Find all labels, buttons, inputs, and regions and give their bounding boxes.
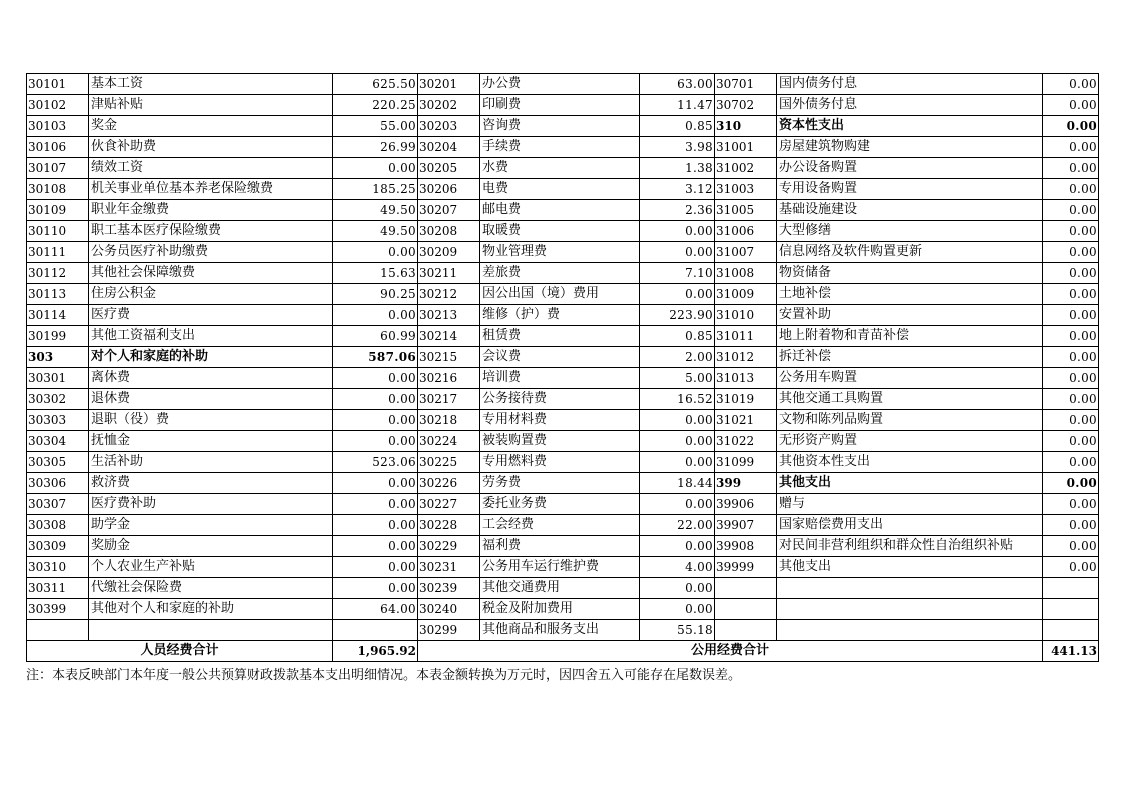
account-code-cell: 303 bbox=[27, 347, 89, 368]
amount-cell: 16.52 bbox=[640, 389, 715, 410]
amount-cell: 3.12 bbox=[640, 179, 715, 200]
account-name-cell: 机关事业单位基本养老保险缴费 bbox=[89, 179, 333, 200]
amount-cell: 0.00 bbox=[1043, 179, 1099, 200]
amount-cell: 0.00 bbox=[640, 410, 715, 431]
account-name-cell: 公务接待费 bbox=[480, 389, 640, 410]
account-name-cell: 拆迁补偿 bbox=[777, 347, 1043, 368]
account-name-cell: 办公费 bbox=[480, 74, 640, 95]
amount-cell: 63.00 bbox=[640, 74, 715, 95]
account-name-cell: 培训费 bbox=[480, 368, 640, 389]
account-name-cell: 医疗费 bbox=[89, 305, 333, 326]
account-name-cell: 其他商品和服务支出 bbox=[480, 620, 640, 641]
amount-cell: 0.00 bbox=[1043, 242, 1099, 263]
account-name-cell: 伙食补助费 bbox=[89, 137, 333, 158]
account-code-cell: 31001 bbox=[715, 137, 777, 158]
account-name-cell: 房屋建筑物购建 bbox=[777, 137, 1043, 158]
account-code-cell: 30205 bbox=[418, 158, 480, 179]
table-row bbox=[27, 95, 1099, 116]
account-code-cell: 30231 bbox=[418, 557, 480, 578]
account-name-cell: 工会经费 bbox=[480, 515, 640, 536]
account-code-cell: 30102 bbox=[27, 95, 89, 116]
account-name-cell bbox=[777, 620, 1043, 641]
account-code-cell bbox=[27, 620, 89, 641]
amount-cell: 11.47 bbox=[640, 95, 715, 116]
account-name-cell: 离休费 bbox=[89, 368, 333, 389]
account-code-cell bbox=[715, 578, 777, 599]
amount-cell: 0.00 bbox=[1043, 305, 1099, 326]
amount-cell: 625.50 bbox=[333, 74, 418, 95]
account-name-cell: 印刷费 bbox=[480, 95, 640, 116]
amount-cell: 55.18 bbox=[640, 620, 715, 641]
account-name-cell: 大型修缮 bbox=[777, 221, 1043, 242]
account-code-cell: 31019 bbox=[715, 389, 777, 410]
amount-cell: 0.00 bbox=[1043, 515, 1099, 536]
table-row bbox=[27, 179, 1099, 200]
table-row bbox=[27, 578, 1099, 599]
amount-cell: 0.00 bbox=[640, 578, 715, 599]
account-code-cell: 30308 bbox=[27, 515, 89, 536]
amount-cell: 220.25 bbox=[333, 95, 418, 116]
account-code-cell: 31002 bbox=[715, 158, 777, 179]
amount-cell: 223.90 bbox=[640, 305, 715, 326]
account-code-cell: 31003 bbox=[715, 179, 777, 200]
account-name-cell: 基本工资 bbox=[89, 74, 333, 95]
table-row bbox=[27, 347, 1099, 368]
account-name-cell: 其他支出 bbox=[777, 473, 1043, 494]
account-name-cell: 因公出国（境）费用 bbox=[480, 284, 640, 305]
account-code-cell: 30199 bbox=[27, 326, 89, 347]
amount-cell: 0.00 bbox=[1043, 95, 1099, 116]
account-name-cell: 对民间非营利组织和群众性自治组织补贴 bbox=[777, 536, 1043, 557]
table-row bbox=[27, 494, 1099, 515]
account-name-cell: 其他支出 bbox=[777, 557, 1043, 578]
amount-cell: 0.00 bbox=[1043, 263, 1099, 284]
amount-cell: 0.00 bbox=[1043, 284, 1099, 305]
personnel-total-label: 人员经费合计 bbox=[27, 641, 333, 662]
amount-cell: 26.99 bbox=[333, 137, 418, 158]
amount-cell: 15.63 bbox=[333, 263, 418, 284]
account-code-cell bbox=[715, 599, 777, 620]
amount-cell: 0.00 bbox=[333, 389, 418, 410]
amount-cell: 22.00 bbox=[640, 515, 715, 536]
account-name-cell: 福利费 bbox=[480, 536, 640, 557]
account-code-cell: 31011 bbox=[715, 326, 777, 347]
amount-cell: 0.00 bbox=[1043, 137, 1099, 158]
account-name-cell: 奖金 bbox=[89, 116, 333, 137]
account-code-cell: 30101 bbox=[27, 74, 89, 95]
account-code-cell: 30309 bbox=[27, 536, 89, 557]
amount-cell: 1.38 bbox=[640, 158, 715, 179]
table-row bbox=[27, 326, 1099, 347]
account-name-cell: 被装购置费 bbox=[480, 431, 640, 452]
table-row bbox=[27, 620, 1099, 641]
account-code-cell: 30702 bbox=[715, 95, 777, 116]
footnote: 注：本表反映部门本年度一般公共预算财政拨款基本支出明细情况。本表金额转换为万元时，因四舍五入可能存在尾数误差。 bbox=[26, 668, 742, 683]
account-code-cell: 30209 bbox=[418, 242, 480, 263]
account-name-cell: 抚恤金 bbox=[89, 431, 333, 452]
account-name-cell: 租赁费 bbox=[480, 326, 640, 347]
account-name-cell: 劳务费 bbox=[480, 473, 640, 494]
amount-cell: 0.00 bbox=[1043, 158, 1099, 179]
amount-cell: 0.00 bbox=[333, 557, 418, 578]
account-code-cell: 30216 bbox=[418, 368, 480, 389]
account-code-cell: 30106 bbox=[27, 137, 89, 158]
account-code-cell: 30215 bbox=[418, 347, 480, 368]
account-name-cell: 生活补助 bbox=[89, 452, 333, 473]
amount-cell: 3.98 bbox=[640, 137, 715, 158]
table-row bbox=[27, 410, 1099, 431]
table-row bbox=[27, 221, 1099, 242]
account-name-cell bbox=[777, 578, 1043, 599]
account-name-cell: 维修（护）费 bbox=[480, 305, 640, 326]
amount-cell: 4.00 bbox=[640, 557, 715, 578]
account-code-cell: 30302 bbox=[27, 389, 89, 410]
personnel-total-value: 1,965.92 bbox=[333, 641, 418, 662]
amount-cell: 0.00 bbox=[640, 221, 715, 242]
amount-cell: 0.00 bbox=[1043, 431, 1099, 452]
table-row bbox=[27, 515, 1099, 536]
table-row bbox=[27, 368, 1099, 389]
account-name-cell: 税金及附加费用 bbox=[480, 599, 640, 620]
account-name-cell: 奖励金 bbox=[89, 536, 333, 557]
amount-cell: 0.00 bbox=[1043, 221, 1099, 242]
account-name-cell: 其他资本性支出 bbox=[777, 452, 1043, 473]
table-row bbox=[27, 158, 1099, 179]
account-code-cell: 30307 bbox=[27, 494, 89, 515]
account-name-cell: 邮电费 bbox=[480, 200, 640, 221]
amount-cell: 0.00 bbox=[1043, 74, 1099, 95]
account-name-cell: 专用燃料费 bbox=[480, 452, 640, 473]
account-name-cell: 其他工资福利支出 bbox=[89, 326, 333, 347]
account-name-cell: 专用设备购置 bbox=[777, 179, 1043, 200]
table-row bbox=[27, 536, 1099, 557]
account-name-cell: 医疗费补助 bbox=[89, 494, 333, 515]
account-code-cell: 30211 bbox=[418, 263, 480, 284]
account-code-cell: 30113 bbox=[27, 284, 89, 305]
table-row bbox=[27, 599, 1099, 620]
amount-cell bbox=[1043, 620, 1099, 641]
account-name-cell: 委托业务费 bbox=[480, 494, 640, 515]
account-code-cell: 30229 bbox=[418, 536, 480, 557]
account-name-cell: 救济费 bbox=[89, 473, 333, 494]
account-name-cell: 其他交通工具购置 bbox=[777, 389, 1043, 410]
account-code-cell: 31022 bbox=[715, 431, 777, 452]
amount-cell bbox=[1043, 599, 1099, 620]
amount-cell bbox=[333, 620, 418, 641]
amount-cell: 49.50 bbox=[333, 200, 418, 221]
account-name-cell: 专用材料费 bbox=[480, 410, 640, 431]
account-name-cell: 办公设备购置 bbox=[777, 158, 1043, 179]
amount-cell: 0.00 bbox=[640, 284, 715, 305]
account-name-cell: 会议费 bbox=[480, 347, 640, 368]
account-name-cell: 国内债务付息 bbox=[777, 74, 1043, 95]
table-row bbox=[27, 284, 1099, 305]
account-name-cell: 绩效工资 bbox=[89, 158, 333, 179]
totals-row bbox=[27, 641, 1099, 662]
amount-cell: 0.00 bbox=[640, 431, 715, 452]
amount-cell: 0.00 bbox=[1043, 116, 1099, 137]
account-code-cell: 30305 bbox=[27, 452, 89, 473]
amount-cell: 0.00 bbox=[333, 515, 418, 536]
amount-cell: 0.00 bbox=[640, 452, 715, 473]
account-code-cell: 31012 bbox=[715, 347, 777, 368]
account-code-cell: 31013 bbox=[715, 368, 777, 389]
account-name-cell: 个人农业生产补贴 bbox=[89, 557, 333, 578]
account-code-cell: 30114 bbox=[27, 305, 89, 326]
amount-cell: 0.00 bbox=[333, 473, 418, 494]
amount-cell: 0.00 bbox=[333, 578, 418, 599]
account-name-cell bbox=[777, 599, 1043, 620]
account-code-cell: 30111 bbox=[27, 242, 89, 263]
account-code-cell: 30203 bbox=[418, 116, 480, 137]
account-code-cell: 30109 bbox=[27, 200, 89, 221]
account-code-cell: 310 bbox=[715, 116, 777, 137]
amount-cell: 0.00 bbox=[333, 431, 418, 452]
account-name-cell: 国外债务付息 bbox=[777, 95, 1043, 116]
account-name-cell: 文物和陈列品购置 bbox=[777, 410, 1043, 431]
account-code-cell: 39907 bbox=[715, 515, 777, 536]
amount-cell: 64.00 bbox=[333, 599, 418, 620]
account-name-cell: 津贴补贴 bbox=[89, 95, 333, 116]
account-code-cell: 30240 bbox=[418, 599, 480, 620]
account-code-cell: 31005 bbox=[715, 200, 777, 221]
amount-cell: 0.00 bbox=[1043, 410, 1099, 431]
account-code-cell: 30306 bbox=[27, 473, 89, 494]
account-name-cell: 基础设施建设 bbox=[777, 200, 1043, 221]
account-name-cell: 物资储备 bbox=[777, 263, 1043, 284]
amount-cell: 60.99 bbox=[333, 326, 418, 347]
amount-cell: 18.44 bbox=[640, 473, 715, 494]
account-code-cell: 31010 bbox=[715, 305, 777, 326]
table-row bbox=[27, 557, 1099, 578]
account-code-cell: 30301 bbox=[27, 368, 89, 389]
account-name-cell: 物业管理费 bbox=[480, 242, 640, 263]
account-code-cell: 30208 bbox=[418, 221, 480, 242]
account-code-cell: 30310 bbox=[27, 557, 89, 578]
account-code-cell: 30103 bbox=[27, 116, 89, 137]
account-name-cell: 职工基本医疗保险缴费 bbox=[89, 221, 333, 242]
account-name-cell: 无形资产购置 bbox=[777, 431, 1043, 452]
account-name-cell: 差旅费 bbox=[480, 263, 640, 284]
account-code-cell: 30299 bbox=[418, 620, 480, 641]
account-code-cell: 30212 bbox=[418, 284, 480, 305]
amount-cell: 0.00 bbox=[1043, 536, 1099, 557]
account-name-cell: 退休费 bbox=[89, 389, 333, 410]
table-row bbox=[27, 473, 1099, 494]
account-code-cell: 39908 bbox=[715, 536, 777, 557]
amount-cell: 0.00 bbox=[1043, 347, 1099, 368]
account-name-cell bbox=[89, 620, 333, 641]
account-code-cell: 30217 bbox=[418, 389, 480, 410]
amount-cell: 49.50 bbox=[333, 221, 418, 242]
account-name-cell: 助学金 bbox=[89, 515, 333, 536]
account-code-cell: 31006 bbox=[715, 221, 777, 242]
account-code-cell: 30204 bbox=[418, 137, 480, 158]
account-code-cell: 30225 bbox=[418, 452, 480, 473]
account-name-cell: 水费 bbox=[480, 158, 640, 179]
amount-cell: 0.00 bbox=[1043, 200, 1099, 221]
account-name-cell: 公务用车购置 bbox=[777, 368, 1043, 389]
account-code-cell: 30218 bbox=[418, 410, 480, 431]
table-row bbox=[27, 305, 1099, 326]
account-code-cell: 30227 bbox=[418, 494, 480, 515]
account-name-cell: 土地补偿 bbox=[777, 284, 1043, 305]
account-name-cell: 国家赔偿费用支出 bbox=[777, 515, 1043, 536]
expenditure-detail-sheet bbox=[26, 73, 1098, 662]
account-code-cell: 399 bbox=[715, 473, 777, 494]
account-code-cell: 31008 bbox=[715, 263, 777, 284]
amount-cell: 55.00 bbox=[333, 116, 418, 137]
account-name-cell: 咨询费 bbox=[480, 116, 640, 137]
account-name-cell: 赠与 bbox=[777, 494, 1043, 515]
amount-cell: 0.00 bbox=[1043, 389, 1099, 410]
amount-cell: 0.00 bbox=[333, 536, 418, 557]
account-code-cell: 30108 bbox=[27, 179, 89, 200]
account-code-cell: 39906 bbox=[715, 494, 777, 515]
table-row bbox=[27, 74, 1099, 95]
amount-cell: 0.00 bbox=[640, 494, 715, 515]
table-row bbox=[27, 389, 1099, 410]
amount-cell: 587.06 bbox=[333, 347, 418, 368]
account-name-cell: 公务员医疗补助缴费 bbox=[89, 242, 333, 263]
amount-cell: 0.00 bbox=[640, 536, 715, 557]
table-row bbox=[27, 452, 1099, 473]
account-name-cell: 其他对个人和家庭的补助 bbox=[89, 599, 333, 620]
account-name-cell: 地上附着物和青苗补偿 bbox=[777, 326, 1043, 347]
account-name-cell: 其他社会保障缴费 bbox=[89, 263, 333, 284]
account-code-cell: 30202 bbox=[418, 95, 480, 116]
public-total-value: 441.13 bbox=[1043, 641, 1099, 662]
account-name-cell: 公务用车运行维护费 bbox=[480, 557, 640, 578]
account-code-cell: 30214 bbox=[418, 326, 480, 347]
account-code-cell: 30224 bbox=[418, 431, 480, 452]
account-code-cell: 39999 bbox=[715, 557, 777, 578]
table-body bbox=[27, 74, 1099, 641]
amount-cell: 0.00 bbox=[1043, 452, 1099, 473]
account-code-cell: 30213 bbox=[418, 305, 480, 326]
account-code-cell: 30226 bbox=[418, 473, 480, 494]
account-code-cell: 31099 bbox=[715, 452, 777, 473]
account-code-cell: 30206 bbox=[418, 179, 480, 200]
account-code-cell: 30303 bbox=[27, 410, 89, 431]
account-name-cell: 其他交通费用 bbox=[480, 578, 640, 599]
account-name-cell: 职业年金缴费 bbox=[89, 200, 333, 221]
account-code-cell: 30239 bbox=[418, 578, 480, 599]
amount-cell: 0.00 bbox=[333, 410, 418, 431]
table-row bbox=[27, 200, 1099, 221]
account-code-cell: 30207 bbox=[418, 200, 480, 221]
table-row bbox=[27, 263, 1099, 284]
account-name-cell: 对个人和家庭的补助 bbox=[89, 347, 333, 368]
amount-cell: 5.00 bbox=[640, 368, 715, 389]
amount-cell: 0.00 bbox=[1043, 473, 1099, 494]
amount-cell: 90.25 bbox=[333, 284, 418, 305]
account-name-cell: 信息网络及软件购置更新 bbox=[777, 242, 1043, 263]
account-code-cell: 30112 bbox=[27, 263, 89, 284]
account-name-cell: 安置补助 bbox=[777, 305, 1043, 326]
amount-cell: 2.00 bbox=[640, 347, 715, 368]
amount-cell: 0.00 bbox=[333, 158, 418, 179]
account-code-cell: 31021 bbox=[715, 410, 777, 431]
account-name-cell: 电费 bbox=[480, 179, 640, 200]
amount-cell: 185.25 bbox=[333, 179, 418, 200]
amount-cell: 0.00 bbox=[640, 242, 715, 263]
amount-cell: 0.00 bbox=[1043, 557, 1099, 578]
account-name-cell: 资本性支出 bbox=[777, 116, 1043, 137]
account-code-cell: 30201 bbox=[418, 74, 480, 95]
account-code-cell: 30399 bbox=[27, 599, 89, 620]
account-code-cell: 30701 bbox=[715, 74, 777, 95]
account-code-cell: 31009 bbox=[715, 284, 777, 305]
amount-cell: 0.00 bbox=[333, 494, 418, 515]
amount-cell bbox=[1043, 578, 1099, 599]
account-name-cell: 手续费 bbox=[480, 137, 640, 158]
account-code-cell: 30304 bbox=[27, 431, 89, 452]
account-code-cell: 30107 bbox=[27, 158, 89, 179]
account-name-cell: 取暖费 bbox=[480, 221, 640, 242]
public-total-label: 公用经费合计 bbox=[418, 641, 1043, 662]
account-code-cell: 30110 bbox=[27, 221, 89, 242]
amount-cell: 0.00 bbox=[333, 242, 418, 263]
table-row bbox=[27, 137, 1099, 158]
account-code-cell: 31007 bbox=[715, 242, 777, 263]
amount-cell: 0.85 bbox=[640, 116, 715, 137]
amount-cell: 7.10 bbox=[640, 263, 715, 284]
account-name-cell: 退职（役）费 bbox=[89, 410, 333, 431]
table-row bbox=[27, 116, 1099, 137]
table-row bbox=[27, 242, 1099, 263]
account-code-cell bbox=[715, 620, 777, 641]
account-name-cell: 住房公积金 bbox=[89, 284, 333, 305]
table-row bbox=[27, 431, 1099, 452]
account-code-cell: 30311 bbox=[27, 578, 89, 599]
account-code-cell: 30228 bbox=[418, 515, 480, 536]
amount-cell: 0.00 bbox=[1043, 368, 1099, 389]
amount-cell: 0.00 bbox=[1043, 326, 1099, 347]
amount-cell: 0.00 bbox=[333, 368, 418, 389]
amount-cell: 0.00 bbox=[640, 599, 715, 620]
amount-cell: 0.85 bbox=[640, 326, 715, 347]
expenditure-table bbox=[26, 73, 1099, 662]
account-name-cell: 代缴社会保险费 bbox=[89, 578, 333, 599]
amount-cell: 2.36 bbox=[640, 200, 715, 221]
amount-cell: 0.00 bbox=[333, 305, 418, 326]
amount-cell: 523.06 bbox=[333, 452, 418, 473]
amount-cell: 0.00 bbox=[1043, 494, 1099, 515]
